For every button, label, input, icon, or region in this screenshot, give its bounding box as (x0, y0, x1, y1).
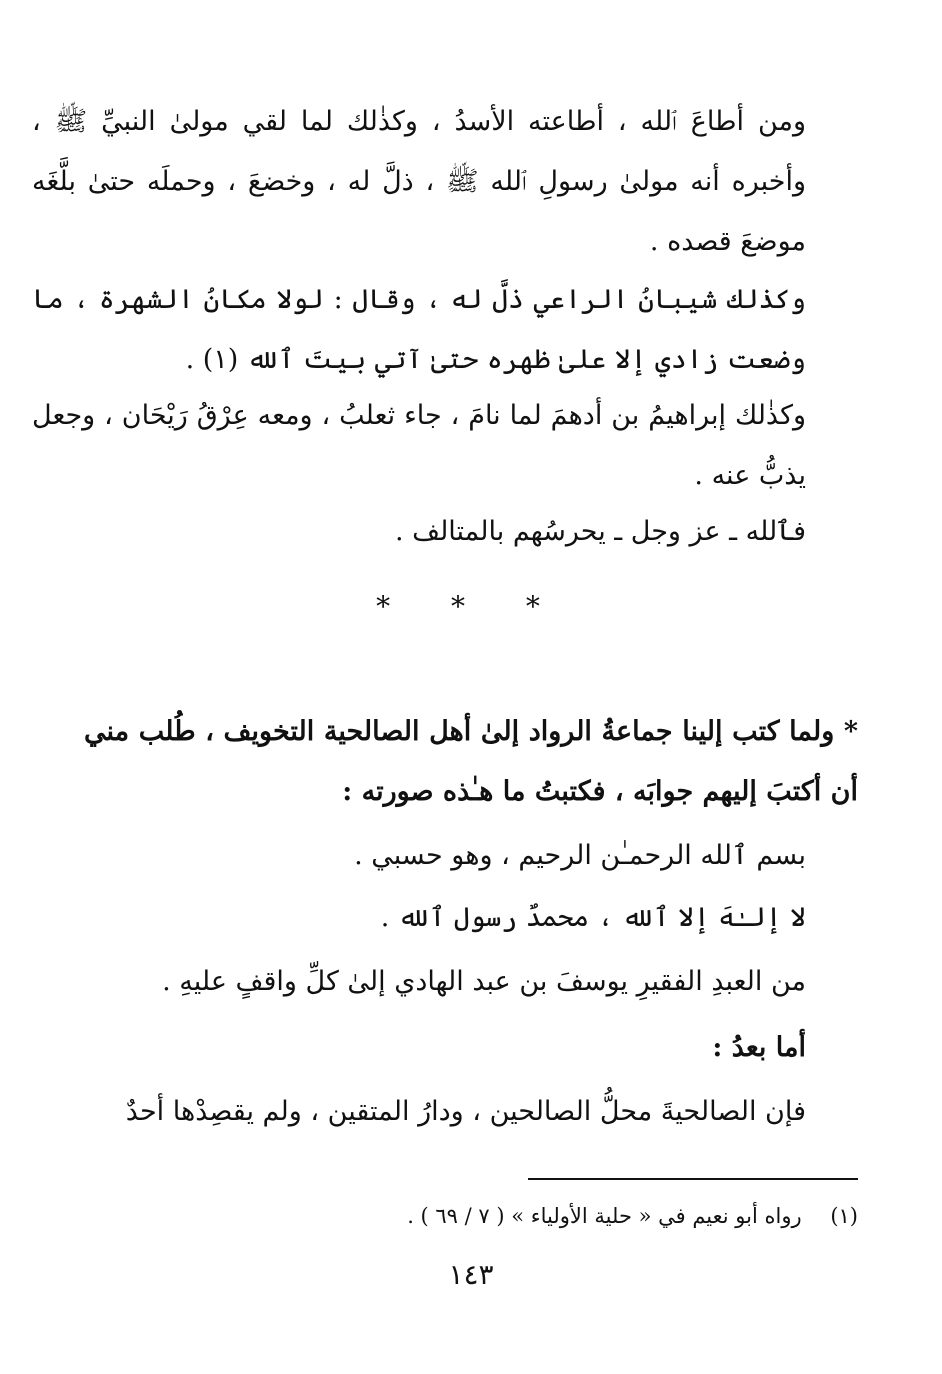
paragraph-ibrahim: وكذٰلك إبراهيمُ بن أدهمَ لما نامَ ، جاء ثعلبُ ، ومعه عِرْقُ رَيْحَان ، وجعل يذبُّ عنه . (32, 400, 806, 491)
letter-from-line: من العبدِ الفقيرِ يوسفَ بن عبد الهادي إلىٰ كلِّ واقفٍ عليهِ . (162, 966, 806, 997)
footnote-divider (528, 1178, 858, 1180)
page-number: ١٤٣ (448, 1258, 494, 1291)
letter-shahada: لا إلـٰهَ إلا ٱلله ، محمدٌ رسول ٱلله . (380, 902, 806, 933)
paragraph-salihiyya: فإن الصالحيةَ محلُّ الصالحين ، ودارُ المتقين ، ولم يقصِدْها أحدٌ (125, 1096, 806, 1127)
letter-intro: * ولما كتب إلينا جماعةُ الرواد إلىٰ أهل الصالحية التخويف ، طُلب مني أن أكتبَ إليهم جوابَه ، فكتبتُ ما هـٰذه صورته : (84, 716, 858, 807)
section-separator: * * * (376, 590, 566, 623)
footnote-text: رواه أبو نعيم في « حلية الأولياء » ( ٧ / ٦٩ ) . (407, 1204, 802, 1228)
paragraph-allah-guards: فٱلله ـ عز وجل ـ يحرسُهم بالمتالف . (394, 516, 806, 547)
letter-basmala: بسم ٱلله الرحمـٰن الرحيم ، وهو حسبي . (354, 840, 806, 871)
footnote-number: (١) (830, 1204, 858, 1228)
footnote (84, 1198, 858, 1234)
paragraph-shayban: وكذٰلك شيبانُ الراعي ذلَّ له ، وقال : لولا مكانُ الشهرة ، ما وضعت زادي إلا علىٰ ظهره حتىٰ آتي بيتَ ٱلله (١) . (32, 284, 806, 375)
paragraph-obedient-lion: ومن أطاعَ ٱلله ، أطاعته الأسدُ ، وكذٰلك لما لقي مولىٰ النبيِّ ﷺ ، وأخبره أنه مولىٰ رسولِ ٱلله ﷺ ، ذلَّ له ، وخضعَ ، وحملَه حتىٰ بلَّغَه موضعَ قصده . (32, 106, 806, 257)
amma-bad-heading: أما بعدُ : (712, 1032, 806, 1063)
